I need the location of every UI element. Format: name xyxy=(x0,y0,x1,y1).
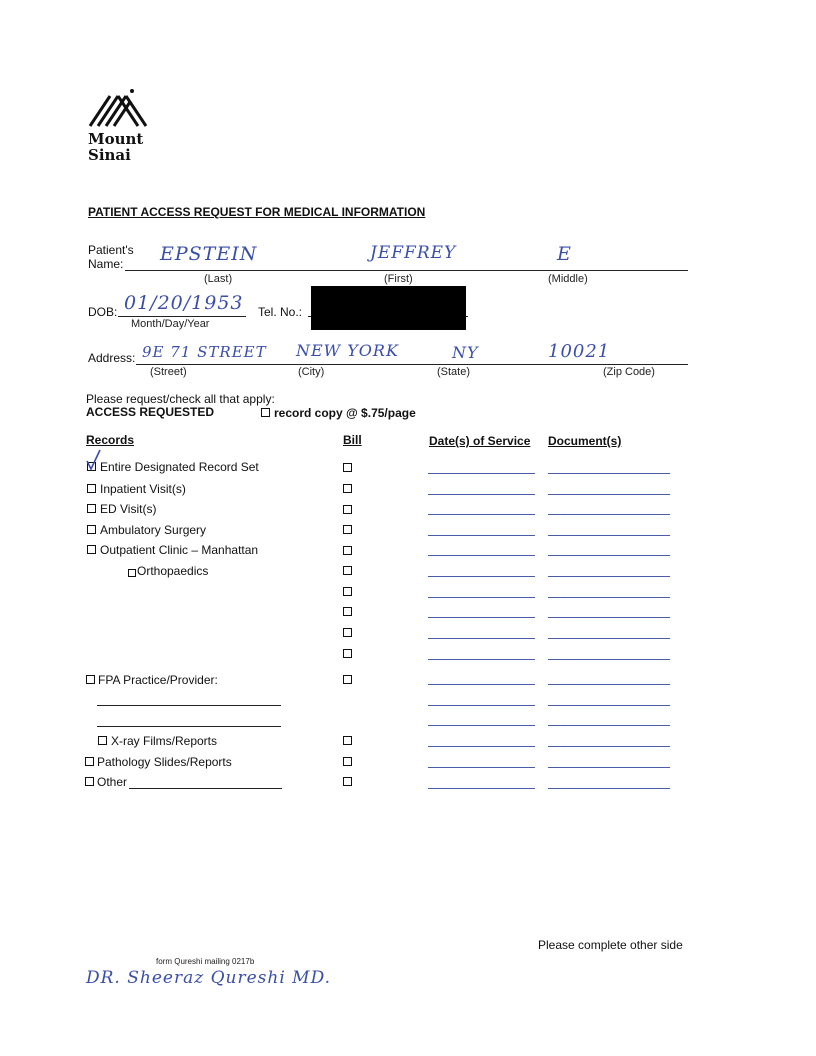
xray-label: X-ray Films/Reports xyxy=(111,734,218,748)
other-line xyxy=(129,788,282,789)
dob-caption: Month/Day/Year xyxy=(131,318,210,330)
name-label-line1: Patient's xyxy=(88,243,134,257)
physician-signature: DR. Sheeraz Qureshi MD. xyxy=(86,968,331,988)
last-caption: (Last) xyxy=(204,273,233,285)
xray-checkbox[interactable] xyxy=(98,736,107,745)
address-underline xyxy=(136,364,688,365)
zip-value[interactable]: 10021 xyxy=(548,341,611,362)
other-label: Other xyxy=(97,775,128,789)
dob-underline xyxy=(118,316,246,317)
fpa-label: FPA Practice/Provider: xyxy=(98,673,218,687)
outpatient-clinic-checkbox[interactable] xyxy=(87,545,96,554)
document-field[interactable] xyxy=(548,684,670,685)
date-of-service-field[interactable] xyxy=(428,705,535,706)
pathology-label: Pathology Slides/Reports xyxy=(97,755,232,769)
ed-visits-label: ED Visit(s) xyxy=(100,502,157,516)
mount-sinai-logo xyxy=(88,88,168,168)
date-of-service-field[interactable] xyxy=(428,535,535,536)
document-field[interactable] xyxy=(548,705,670,706)
bill-checkbox[interactable] xyxy=(343,675,352,684)
record-copy-checkbox[interactable] xyxy=(261,408,270,417)
bill-checkbox[interactable] xyxy=(343,587,352,596)
dob-value[interactable]: 01/20/1953 xyxy=(124,292,244,314)
document-field[interactable] xyxy=(548,514,670,515)
middle-name-value[interactable]: E xyxy=(557,243,572,265)
bill-checkbox[interactable] xyxy=(343,484,352,493)
orthopaedics-label: Orthopaedics xyxy=(137,564,209,578)
record-copy-label: record copy @ $.75/page xyxy=(274,406,416,420)
document-field[interactable] xyxy=(548,473,670,474)
form-title: PATIENT ACCESS REQUEST FOR MEDICAL INFORMATION xyxy=(88,205,426,219)
date-of-service-field[interactable] xyxy=(428,725,535,726)
pathology-checkbox[interactable] xyxy=(85,757,94,766)
bill-checkbox[interactable] xyxy=(343,607,352,616)
check-instruction: Please request/check all that apply: xyxy=(86,392,275,406)
date-of-service-field[interactable] xyxy=(428,659,535,660)
date-of-service-field[interactable] xyxy=(428,597,535,598)
address-label: Address: xyxy=(88,351,136,365)
entire-record-set-label: Entire Designated Record Set xyxy=(100,460,259,474)
bill-checkbox[interactable] xyxy=(343,628,352,637)
orthopaedics-checkbox[interactable] xyxy=(128,569,136,577)
ambulatory-surgery-label: Ambulatory Surgery xyxy=(100,523,207,537)
first-name-value[interactable]: JEFFREY xyxy=(370,243,457,263)
document-field[interactable] xyxy=(548,638,670,639)
access-requested-heading: ACCESS REQUESTED xyxy=(86,405,215,419)
complete-other-side-note: Please complete other side xyxy=(538,938,683,952)
bill-checkbox[interactable] xyxy=(343,736,352,745)
document-field[interactable] xyxy=(548,767,670,768)
zip-caption: (Zip Code) xyxy=(603,366,655,378)
date-of-service-field[interactable] xyxy=(428,576,535,577)
bill-checkbox[interactable] xyxy=(343,546,352,555)
mount-sinai-logo-mark xyxy=(88,88,152,128)
document-field[interactable] xyxy=(548,576,670,577)
document-field[interactable] xyxy=(548,788,670,789)
state-caption: (State) xyxy=(437,366,471,378)
inpatient-visits-label: Inpatient Visit(s) xyxy=(100,482,186,496)
bill-checkbox[interactable] xyxy=(343,649,352,658)
bill-column-header: Bill xyxy=(343,433,362,447)
state-value[interactable]: NY xyxy=(452,343,479,362)
date-of-service-field[interactable] xyxy=(428,617,535,618)
document-field[interactable] xyxy=(548,617,670,618)
fpa-line-2 xyxy=(97,726,281,727)
name-label-line2: Name: xyxy=(88,257,124,271)
document-field[interactable] xyxy=(548,597,670,598)
fpa-checkbox[interactable] xyxy=(86,675,95,684)
last-name-value[interactable]: EPSTEIN xyxy=(160,243,258,265)
fpa-line-1 xyxy=(97,705,281,706)
document-field[interactable] xyxy=(548,494,670,495)
date-of-service-field[interactable] xyxy=(428,788,535,789)
middle-caption: (Middle) xyxy=(548,273,588,285)
street-value[interactable]: 9E 71 STREET xyxy=(142,343,267,361)
document-field[interactable] xyxy=(548,725,670,726)
date-of-service-field[interactable] xyxy=(428,746,535,747)
documents-column-header: Document(s) xyxy=(548,434,622,448)
city-value[interactable]: NEW YORK xyxy=(296,341,399,360)
bill-checkbox[interactable] xyxy=(343,757,352,766)
date-of-service-field[interactable] xyxy=(428,473,535,474)
document-field[interactable] xyxy=(548,535,670,536)
bill-checkbox[interactable] xyxy=(343,777,352,786)
ed-visits-checkbox[interactable] xyxy=(87,504,96,513)
inpatient-visits-checkbox[interactable] xyxy=(87,484,96,493)
ambulatory-surgery-checkbox[interactable] xyxy=(87,525,96,534)
date-of-service-field[interactable] xyxy=(428,767,535,768)
document-field[interactable] xyxy=(548,659,670,660)
first-caption: (First) xyxy=(384,273,413,285)
tel-label: Tel. No.: xyxy=(258,305,303,319)
document-field[interactable] xyxy=(548,746,670,747)
document-field[interactable] xyxy=(548,555,670,556)
city-caption: (City) xyxy=(298,366,325,378)
date-of-service-field[interactable] xyxy=(428,555,535,556)
bill-checkbox[interactable] xyxy=(343,505,352,514)
dates-column-header: Date(s) of Service xyxy=(429,434,531,448)
date-of-service-field[interactable] xyxy=(428,514,535,515)
bill-checkbox[interactable] xyxy=(343,463,352,472)
date-of-service-field[interactable] xyxy=(428,638,535,639)
logo-text-line2: Sinai xyxy=(88,146,131,164)
form-code: form Qureshi mailing 0217b xyxy=(156,957,255,966)
date-of-service-field[interactable] xyxy=(428,494,535,495)
name-underline xyxy=(125,270,688,271)
logo-text-line1: Mount xyxy=(88,130,144,148)
date-of-service-field[interactable] xyxy=(428,684,535,685)
other-checkbox[interactable] xyxy=(85,777,94,786)
bill-checkbox[interactable] xyxy=(343,525,352,534)
street-caption: (Street) xyxy=(150,366,187,378)
records-column-header: Records xyxy=(86,433,135,447)
dob-label: DOB: xyxy=(88,305,118,319)
bill-checkbox[interactable] xyxy=(343,566,352,575)
tel-redaction xyxy=(311,286,466,330)
outpatient-clinic-label: Outpatient Clinic – Manhattan xyxy=(100,543,259,557)
